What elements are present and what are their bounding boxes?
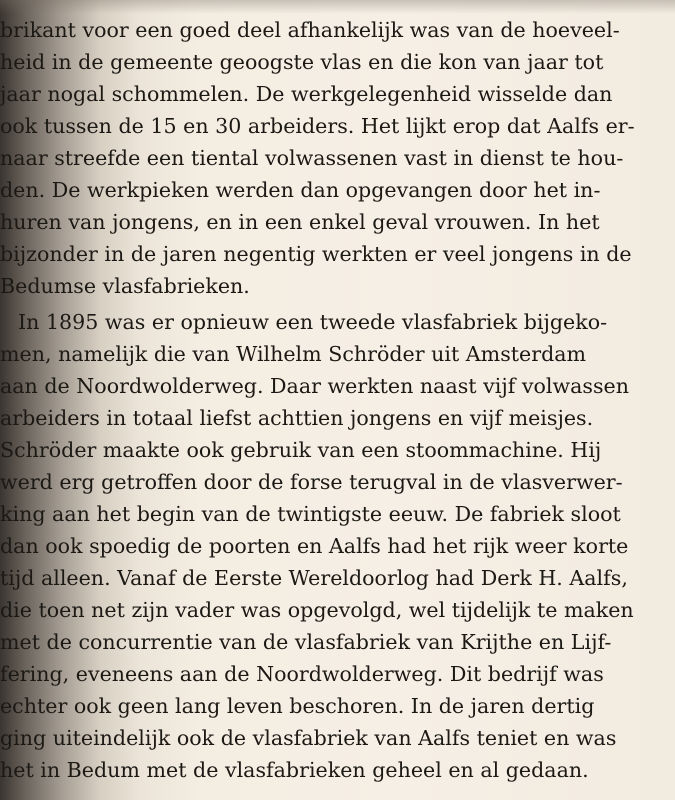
text-line: men, namelijk die van Wilhelm Schröder uit Amsterdam [0, 342, 587, 366]
text-line: Bedumse vlasfabrieken. [0, 274, 250, 298]
text-line: die toen net zijn vader was opgevolgd, wel tijdelijk te maken [0, 598, 634, 622]
text-line: dan ook spoedig de poorten en Aalfs had het rijk weer korte [0, 534, 629, 558]
text-line: ging uiteindelijk ook de vlasfabriek van Aalfs teniet en was [0, 726, 617, 750]
text-line: In 1895 was er opnieuw een tweede vlasfabriek bijgeko- [18, 310, 608, 334]
text-line: echter ook geen lang leven beschoren. In de jaren dertig [0, 694, 595, 718]
text-line: tijd alleen. Vanaf de Eerste Wereldoorlog had Derk H. Aalfs, [0, 566, 628, 590]
text-line: aan de Noordwolderweg. Daar werkten naast vijf volwassen [0, 374, 630, 398]
text-line: met de concurrentie van de vlasfabriek van Krijthe en Lijf- [0, 630, 612, 654]
text-line: werd erg getroffen door de forse terugval in de vlasverwer- [0, 470, 623, 494]
text-line: Schröder maakte ook gebruik van een stoommachine. Hij [0, 438, 602, 462]
text-line: fering, eveneens aan de Noordwolderweg. Dit bedrijf was [0, 662, 604, 686]
text-line: ook tussen de 15 en 30 arbeiders. Het lijkt erop dat Aalfs er- [0, 114, 635, 138]
text-line: naar streefde een tiental volwassenen vast in dienst te hou- [0, 146, 624, 170]
text-line: huren van jongens, en in een enkel geval vrouwen. In het [0, 210, 600, 234]
text-line: heid in de gemeente geoogste vlas en die kon van jaar tot [0, 50, 604, 74]
text-line: den. De werkpieken werden dan opgevangen door het in- [0, 178, 601, 202]
text-line: het in Bedum met de vlasfabrieken geheel en al gedaan. [0, 758, 589, 782]
text-line: brikant voor een goed deel afhankelijk was van de hoeveel- [0, 18, 620, 42]
text-line: jaar nogal schommelen. De werkgelegenheid wisselde dan [0, 82, 613, 106]
text-line: bijzonder in de jaren negentig werkten er veel jongens in de [0, 242, 632, 266]
text-line: arbeiders in totaal liefst achttien jongens en vijf meisjes. [0, 406, 594, 430]
text-line: king aan het begin van de twintigste eeuw. De fabriek sloot [0, 502, 621, 526]
